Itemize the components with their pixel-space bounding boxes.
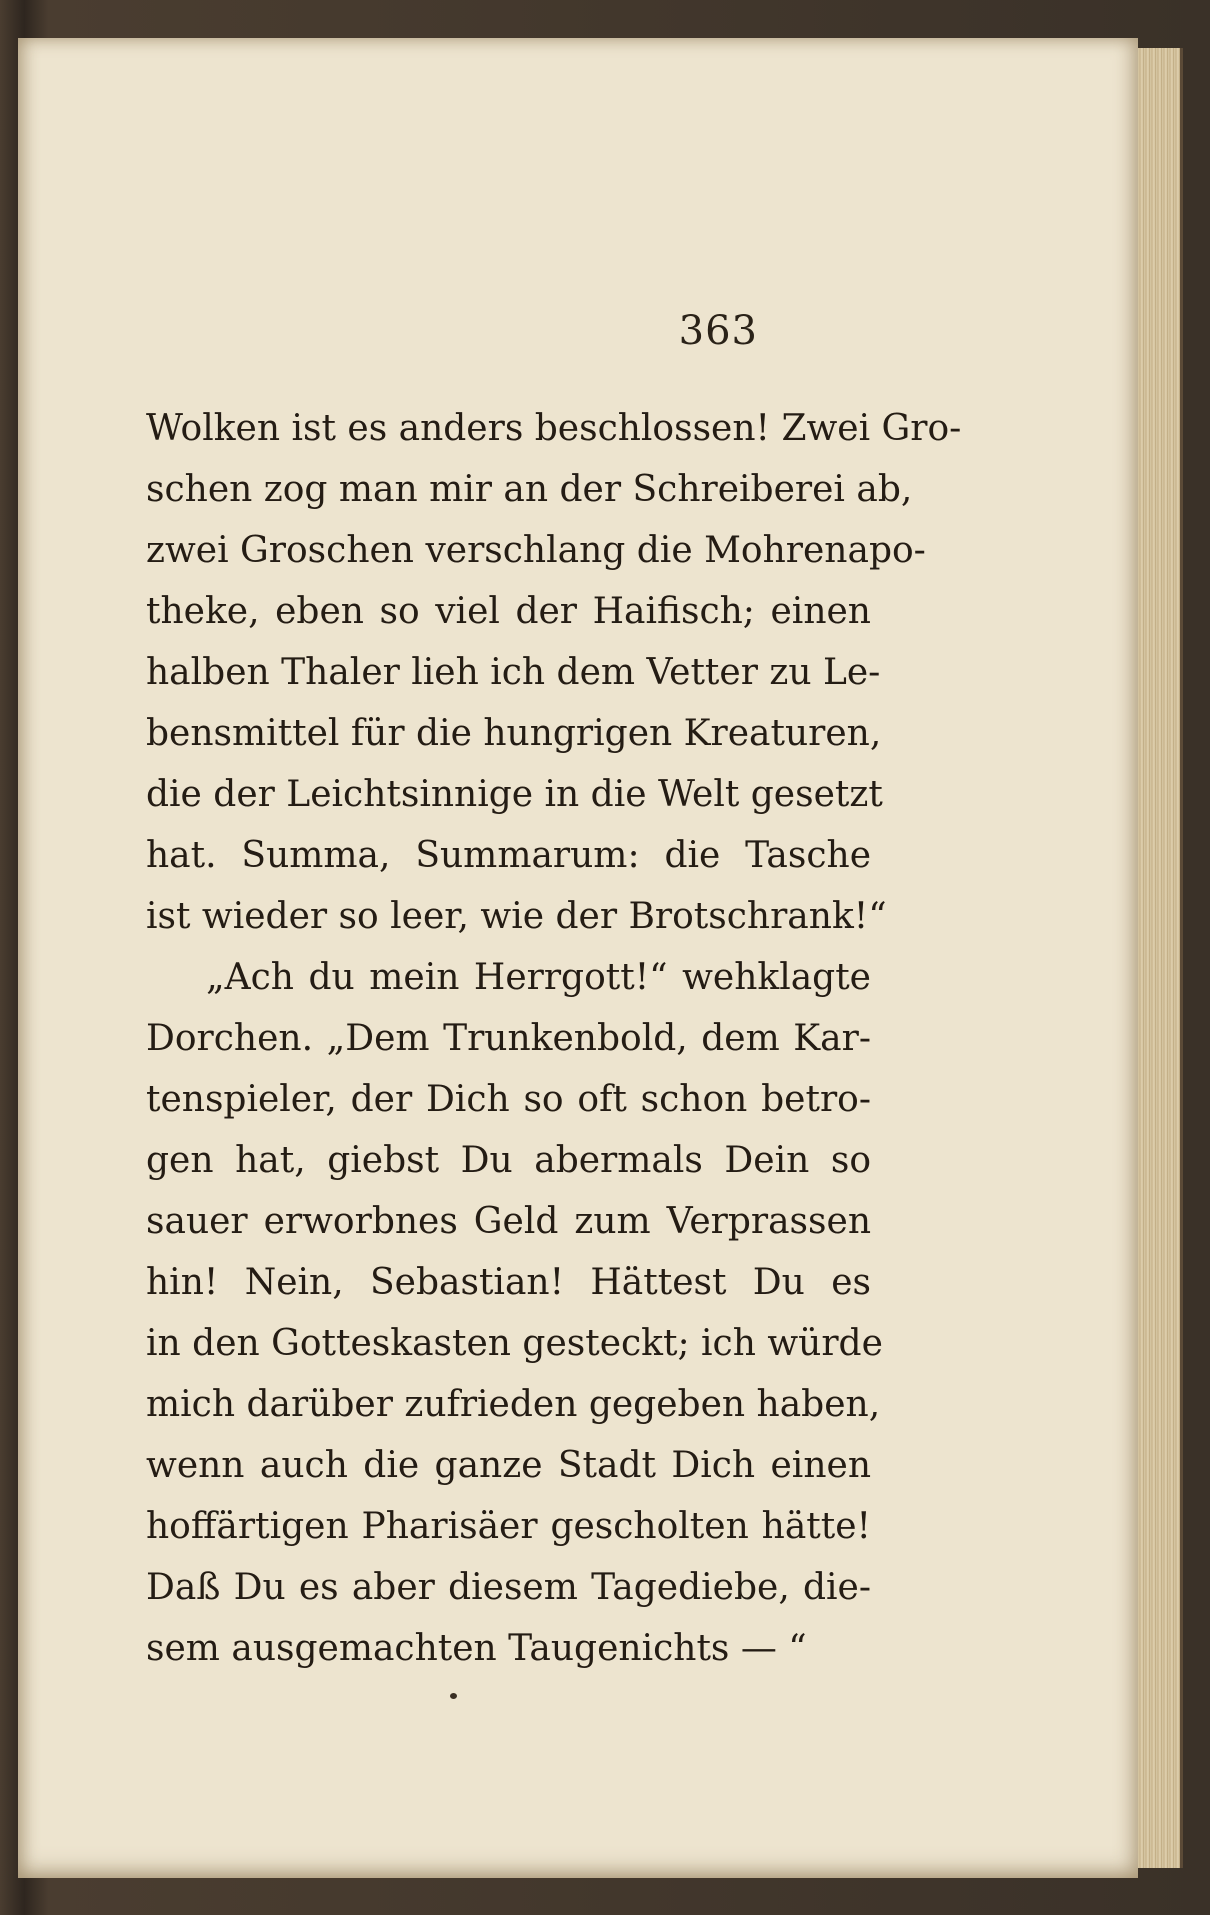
text-line: bensmittel für die hungrigen Kreaturen, (146, 713, 882, 754)
page-stack-edge (1138, 48, 1183, 1868)
text-line: sauer erworbnes Geld zum Verprassen (146, 1201, 871, 1242)
text-line: wenn auch die ganze Stadt Dich einen (146, 1445, 871, 1486)
text-line: tenspieler, der Dich so oft schon betro- (146, 1079, 871, 1120)
text-line: Daß Du es aber diesem Tagediebe, die- (146, 1567, 871, 1608)
text-line: halben Thaler lieh ich dem Vetter zu Le- (146, 652, 881, 693)
text-line: sem ausgemachten Taugenichts — “ (146, 1628, 807, 1669)
text-line: ist wieder so leer, wie der Brotschrank!“ (146, 896, 887, 937)
text-line: theke, eben so viel der Haifisch; einen (146, 591, 871, 632)
text-line: in den Gotteskasten gesteckt; ich würde (146, 1323, 883, 1364)
text-line: hoffärtigen Pharisäer gescholten hätte! (146, 1506, 871, 1547)
body-text (146, 398, 962, 1679)
ink-speck (450, 1693, 457, 1699)
page-number: 363 (678, 308, 758, 354)
text-line: schen zog man mir an der Schreiberei ab, (146, 469, 913, 510)
text-line: gen hat, giebst Du abermals Dein so (146, 1140, 871, 1181)
text-line: hat. Summa, Summarum: die Tasche (146, 835, 871, 876)
text-line: zwei Groschen verschlang die Mohrenapo- (146, 530, 926, 571)
paper-page (18, 38, 1138, 1878)
text-line: die der Leichtsinnige in die Welt gesetzt (146, 774, 883, 815)
text-line: Wolken ist es anders beschlossen! Zwei Gro- (146, 408, 962, 449)
text-line: hin! Nein, Sebastian! Hättest Du es (146, 1262, 871, 1303)
text-line: Dorchen. „Dem Trunkenbold, dem Kar- (146, 1018, 871, 1059)
text-line: mich darüber zufrieden gegeben haben, (146, 1384, 881, 1425)
text-line: „Ach du mein Herrgott!“ wehklagte (206, 957, 871, 998)
